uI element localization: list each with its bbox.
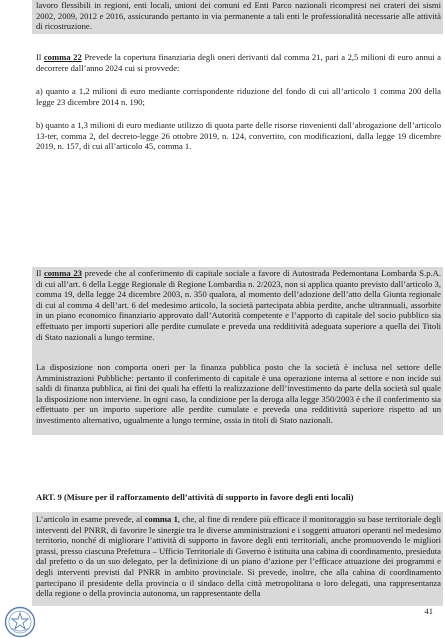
- paragraph-comma22-item-b: [36, 120, 441, 152]
- paragraph-top: [36, 0, 441, 32]
- emblem-logo-icon: [4, 606, 36, 638]
- art9-body-text: , che, al fine di rendere più efficace il monitoraggio su base territoriale degli interventi del PNRR, di favorire le sinergie tra le diverse amministrazioni e i soggetti attuatori operanti nel medesimo territorio, nonché di migliorare l’attività di supporto in favore degli enti territoriali, anche promuovendo le migliori prassi, presso ciascuna Prefettura – Ufficio Territoriale di Governo è istituita una cabina di coordinamento, presieduta dal prefetto o da un suo delegato, per la definizione di un piano d’azione per l’efficace attuazione dei programmi e degli interventi previsti dal PNRR in ambito provinciale. Si prevede, inoltre, che alla cabina di coordinamento partecipano il presidente della provincia o il sindaco della città metropolitana o loro delegati, una rappresentanza della regione o della provincia autonoma, un rappresentante della: [36, 514, 442, 599]
- paragraph-comma22-intro: [36, 52, 441, 73]
- comma22-label: comma 22: [43, 52, 82, 62]
- paragraph-top-text: lavoro flessibili in regioni, enti locali, unioni dei comuni ed Enti Parco nazionali ricompresi nei crateri dei sismi 2002, 2009, 2012 e 2016, assicurando pertanto in via permanente a tali enti le professionalità necessarie alle attività di ricostruzione.: [36, 0, 441, 32]
- comma23-text: prevede che al conferimento di capitale sociale a favore di Autostrada Pedemontana Lombarda S.p.A. di cui all’art. 6 della Legge Regionale di Regione Lombardia n. 2/2023, non si applica quanto previsto dall’articolo 3, comma 19, della legge 24 dicembre 2003, n. 350 qualora, al momento dell’adozione dell’atto della Giunta regionale di cui al comma 4 dell’art. 6 del medesimo articolo, la società partecipata abbia perdite, anche ultrannuali, assorbite in un piano economico finanziario approvato dall’Autorità competente e l’apporto di capitale del socio pubblico sia effettuato per importi superiori alle perdite cumulate e preveda una redditività adeguata superiore a quella dei Titoli di Stato nazionali a lungo termine.: [36, 268, 441, 342]
- comma22-item-b-text: b) quanto a 1,3 milioni di euro mediante utilizzo di quota parte delle risorse rinvenienti dall’abrogazione dell’articolo 13-ter, comma 2, del decreto-legge 26 ottobre 2019, n. 124, convertito, con modificazioni, dalla legge 19 dicembre 2019, n. 157, di cui all’articolo 45, comma 1.: [36, 120, 441, 152]
- paragraph-disposizione: [36, 362, 441, 426]
- article-9-title: ART. 9 (Misure per il rafforzamento dell’attività di supporto in favore degli enti locali): [36, 492, 354, 502]
- comma22-intro-text: Prevede la copertura finanziaria degli oneri derivanti dal comma 21, pari a 2,5 milioni di euro annui a decorrere dall’anno 2024 cui si provvede:: [36, 52, 442, 73]
- paragraph-comma22-item-a: [36, 86, 441, 107]
- paragraph-comma23: [36, 268, 441, 342]
- disposizione-text: La disposizione non comporta oneri per la finanza pubblica posto che la società è inclusa nel settore delle Amministrazioni Pubbliche: pertanto il conferimento di capitale è una operazione interna al settore e non incide sui saldi di finanza pubblica, ai fini dei quali ha effetti la realizzazione dell’investimento da parte della società sul quale la disposizione non interviene. In ogni caso, la condizione per la deroga alla legge 350/2003 è che il conferimento sia effettuato per un importo superiore alle perdite cumulate e preveda una redditività superiore rispetto ad un investimento alternativo, ugualmente a lungo termine, ossia in titoli di Stato nazionali.: [36, 362, 441, 425]
- page-number: 41: [424, 606, 433, 616]
- comma23-pre: Il: [36, 268, 44, 278]
- comma22-item-a-text: a) quanto a 1,2 milioni di euro mediante corrispondente riduzione del fondo di cui all’articolo 1 comma 200 della legge 23 dicembre 2014 n. 190;: [36, 86, 441, 107]
- paragraph-art9-body: [36, 514, 441, 599]
- comma23-label: comma 23: [43, 268, 82, 278]
- comma22-intro-pre: Il: [36, 52, 44, 62]
- art9-comma1-label: comma 1: [144, 514, 178, 524]
- art9-body-pre: L’articolo in esame prevede, al: [36, 514, 145, 524]
